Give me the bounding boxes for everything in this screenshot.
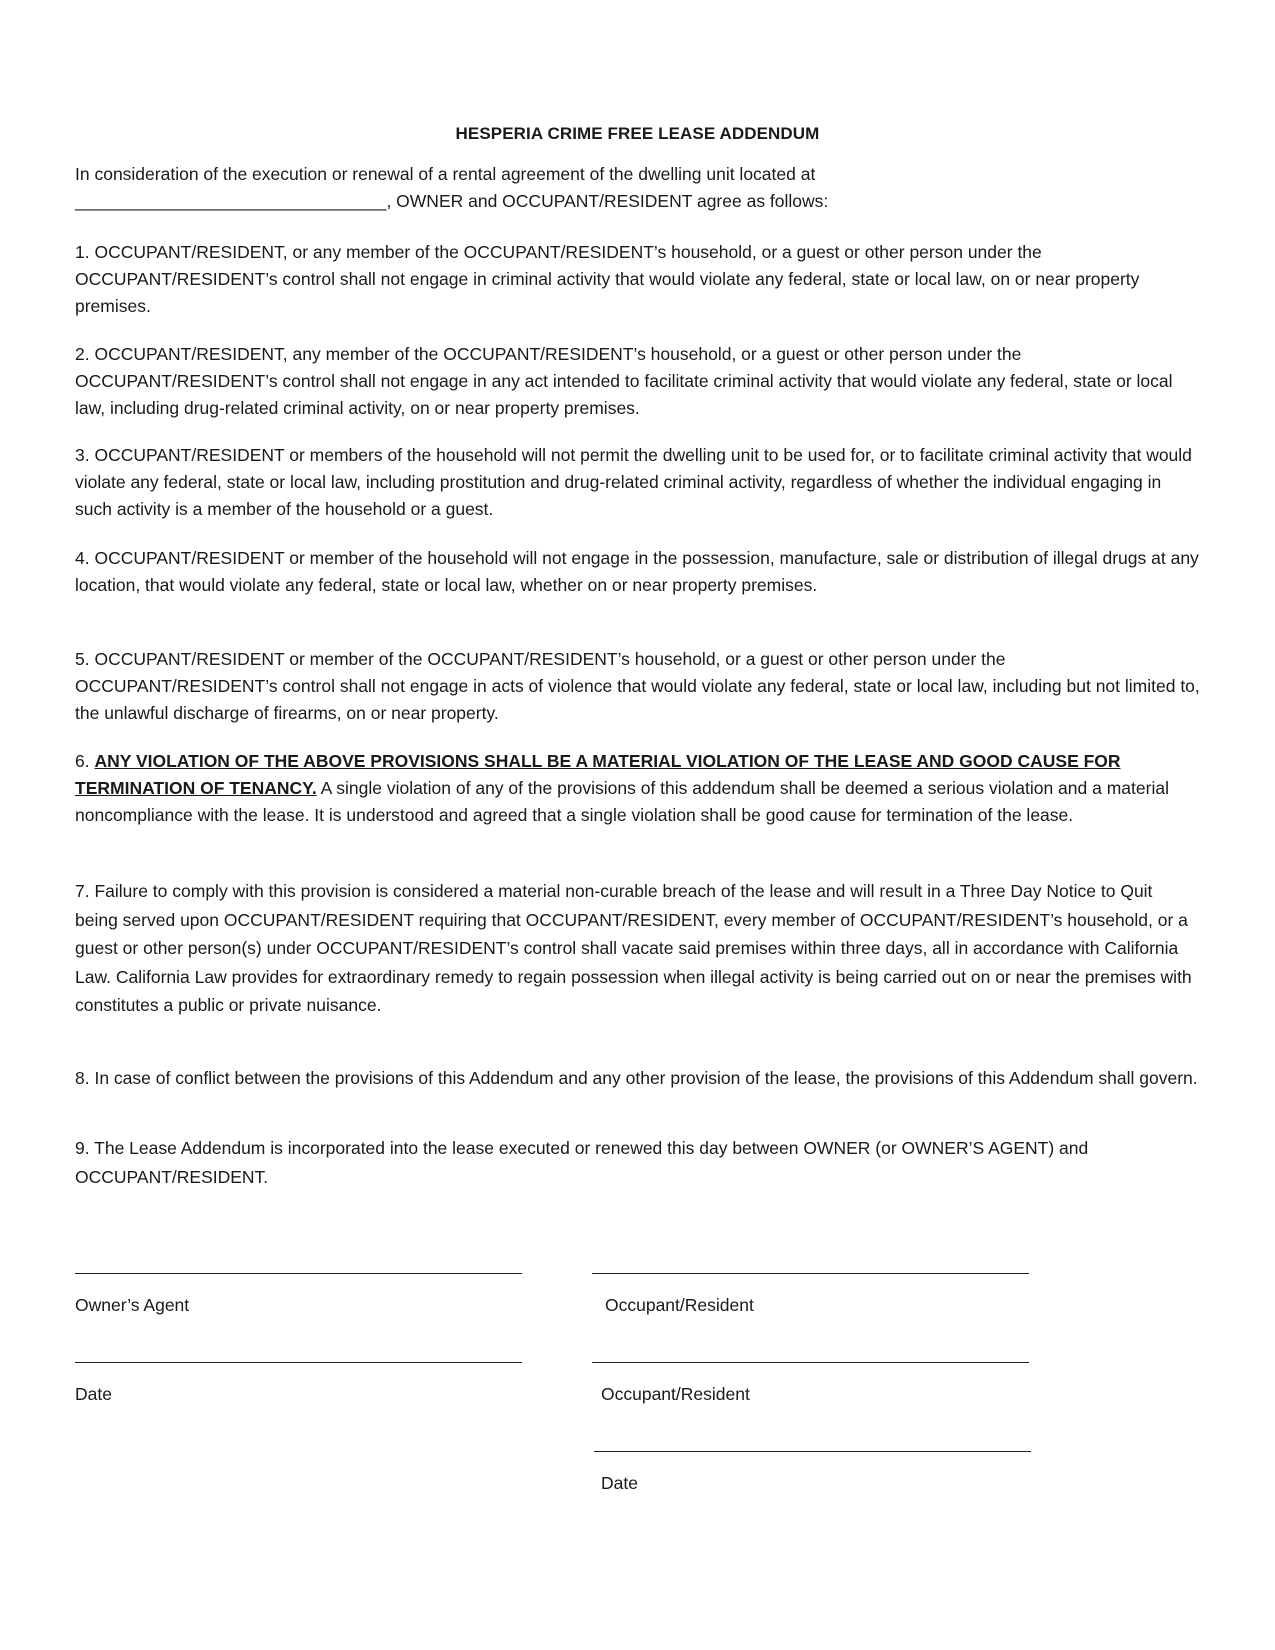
address-blank[interactable]: ________________________________	[75, 191, 387, 211]
paragraph-8: 8. In case of conflict between the provisions of this Addendum and any other provision of the lease, the provisions of this Addendum shall govern.	[75, 1068, 1198, 1088]
paragraph-9: 9. The Lease Addendum is incorporated into the lease executed or renewed this day between OWNER (or OWNER’S AGENT) and OCCUPANT/RESIDENT.	[75, 1138, 1089, 1187]
paragraph-4: 4. OCCUPANT/RESIDENT or member of the household will not engage in the possession, manufacture, sale or distribution of illegal drugs at any location, that would violate any federal, state or local law, whether on or near property premises.	[75, 548, 1199, 595]
date-right-line[interactable]	[594, 1451, 1031, 1452]
date-left-label: Date	[75, 1384, 112, 1404]
paragraph-7: 7. Failure to comply with this provision is considered a material non-curable breach of the lease and will result in a Three Day Notice to Quit being served upon OCCUPANT/RESIDENT requiring that OCCUPANT/RESIDENT, every member of OCCUPANT/RESIDENT’s household, or a guest or other person(s) under OCCUPANT/RESIDENT’s control shall vacate said premises within three days, all in accordance with California Law. California Law provides for extraordinary remedy to regain possession when illegal activity is being carried out on or near the premises with constitutes a public or private nuisance.	[75, 881, 1192, 1015]
paragraph-2: 2. OCCUPANT/RESIDENT, any member of the OCCUPANT/RESIDENT’s household, or a guest or other person under the OCCUPANT/RESIDENT’s control shall not engage in any act intended to facilitate criminal activity that would violate any federal, state or local law, including drug-related criminal activity, on or near property premises.	[75, 344, 1173, 418]
occupant-2-label: Occupant/Resident	[601, 1384, 750, 1404]
intro-line-1: In consideration of the execution or renewal of a rental agreement of the dwelling unit located at	[75, 164, 816, 184]
occupant-1-label: Occupant/Resident	[605, 1295, 754, 1315]
owners-agent-label: Owner’s Agent	[75, 1295, 190, 1315]
intro-paragraph	[75, 161, 1200, 215]
paragraph-6	[75, 748, 1200, 829]
intro-line-2: , OWNER and OCCUPANT/RESIDENT agree as follows:	[386, 191, 829, 211]
p6-emphasis: ANY VIOLATION OF THE ABOVE PROVISIONS SHALL BE A MATERIAL VIOLATION OF THE LEASE AND GOOD CAUSE FOR TERMINATION OF TENANCY.	[75, 751, 1121, 798]
p6-number: 6.	[75, 751, 95, 771]
owners-agent-signature-line[interactable]	[75, 1273, 522, 1274]
document-title: HESPERIA CRIME FREE LEASE ADDENDUM	[455, 124, 820, 143]
paragraph-3: 3. OCCUPANT/RESIDENT or members of the household will not permit the dwelling unit to be used for, or to facilitate criminal activity that would violate any federal, state or local law, including prostitution and drug-related criminal activity, regardless of whether the individual engaging in such activity is a member of the household or a guest.	[75, 445, 1192, 519]
paragraph-5: 5. OCCUPANT/RESIDENT or member of the OCCUPANT/RESIDENT’s household, or a guest or other person under the OCCUPANT/RESIDENT’s control shall not engage in acts of violence that would violate any federal, state or local law, including but not limited to, the unlawful discharge of firearms, on or near property.	[75, 649, 1200, 723]
p6-text: A single violation of any of the provisions of this addendum shall be deemed a serious violation and a material noncompliance with the lease. It is understood and agreed that a single violation shall be good cause for termination of the lease.	[75, 778, 1169, 825]
paragraph-1: 1. OCCUPANT/RESIDENT, or any member of the OCCUPANT/RESIDENT’s household, or a guest or other person under the OCCUPANT/RESIDENT’s control shall not engage in criminal activity that would violate any federal, state or local law, on or near property premises.	[75, 242, 1140, 316]
occupant-1-signature-line[interactable]	[592, 1273, 1029, 1274]
date-left-line[interactable]	[75, 1362, 522, 1363]
date-right-label: Date	[601, 1473, 638, 1493]
occupant-2-signature-line[interactable]	[592, 1362, 1029, 1363]
